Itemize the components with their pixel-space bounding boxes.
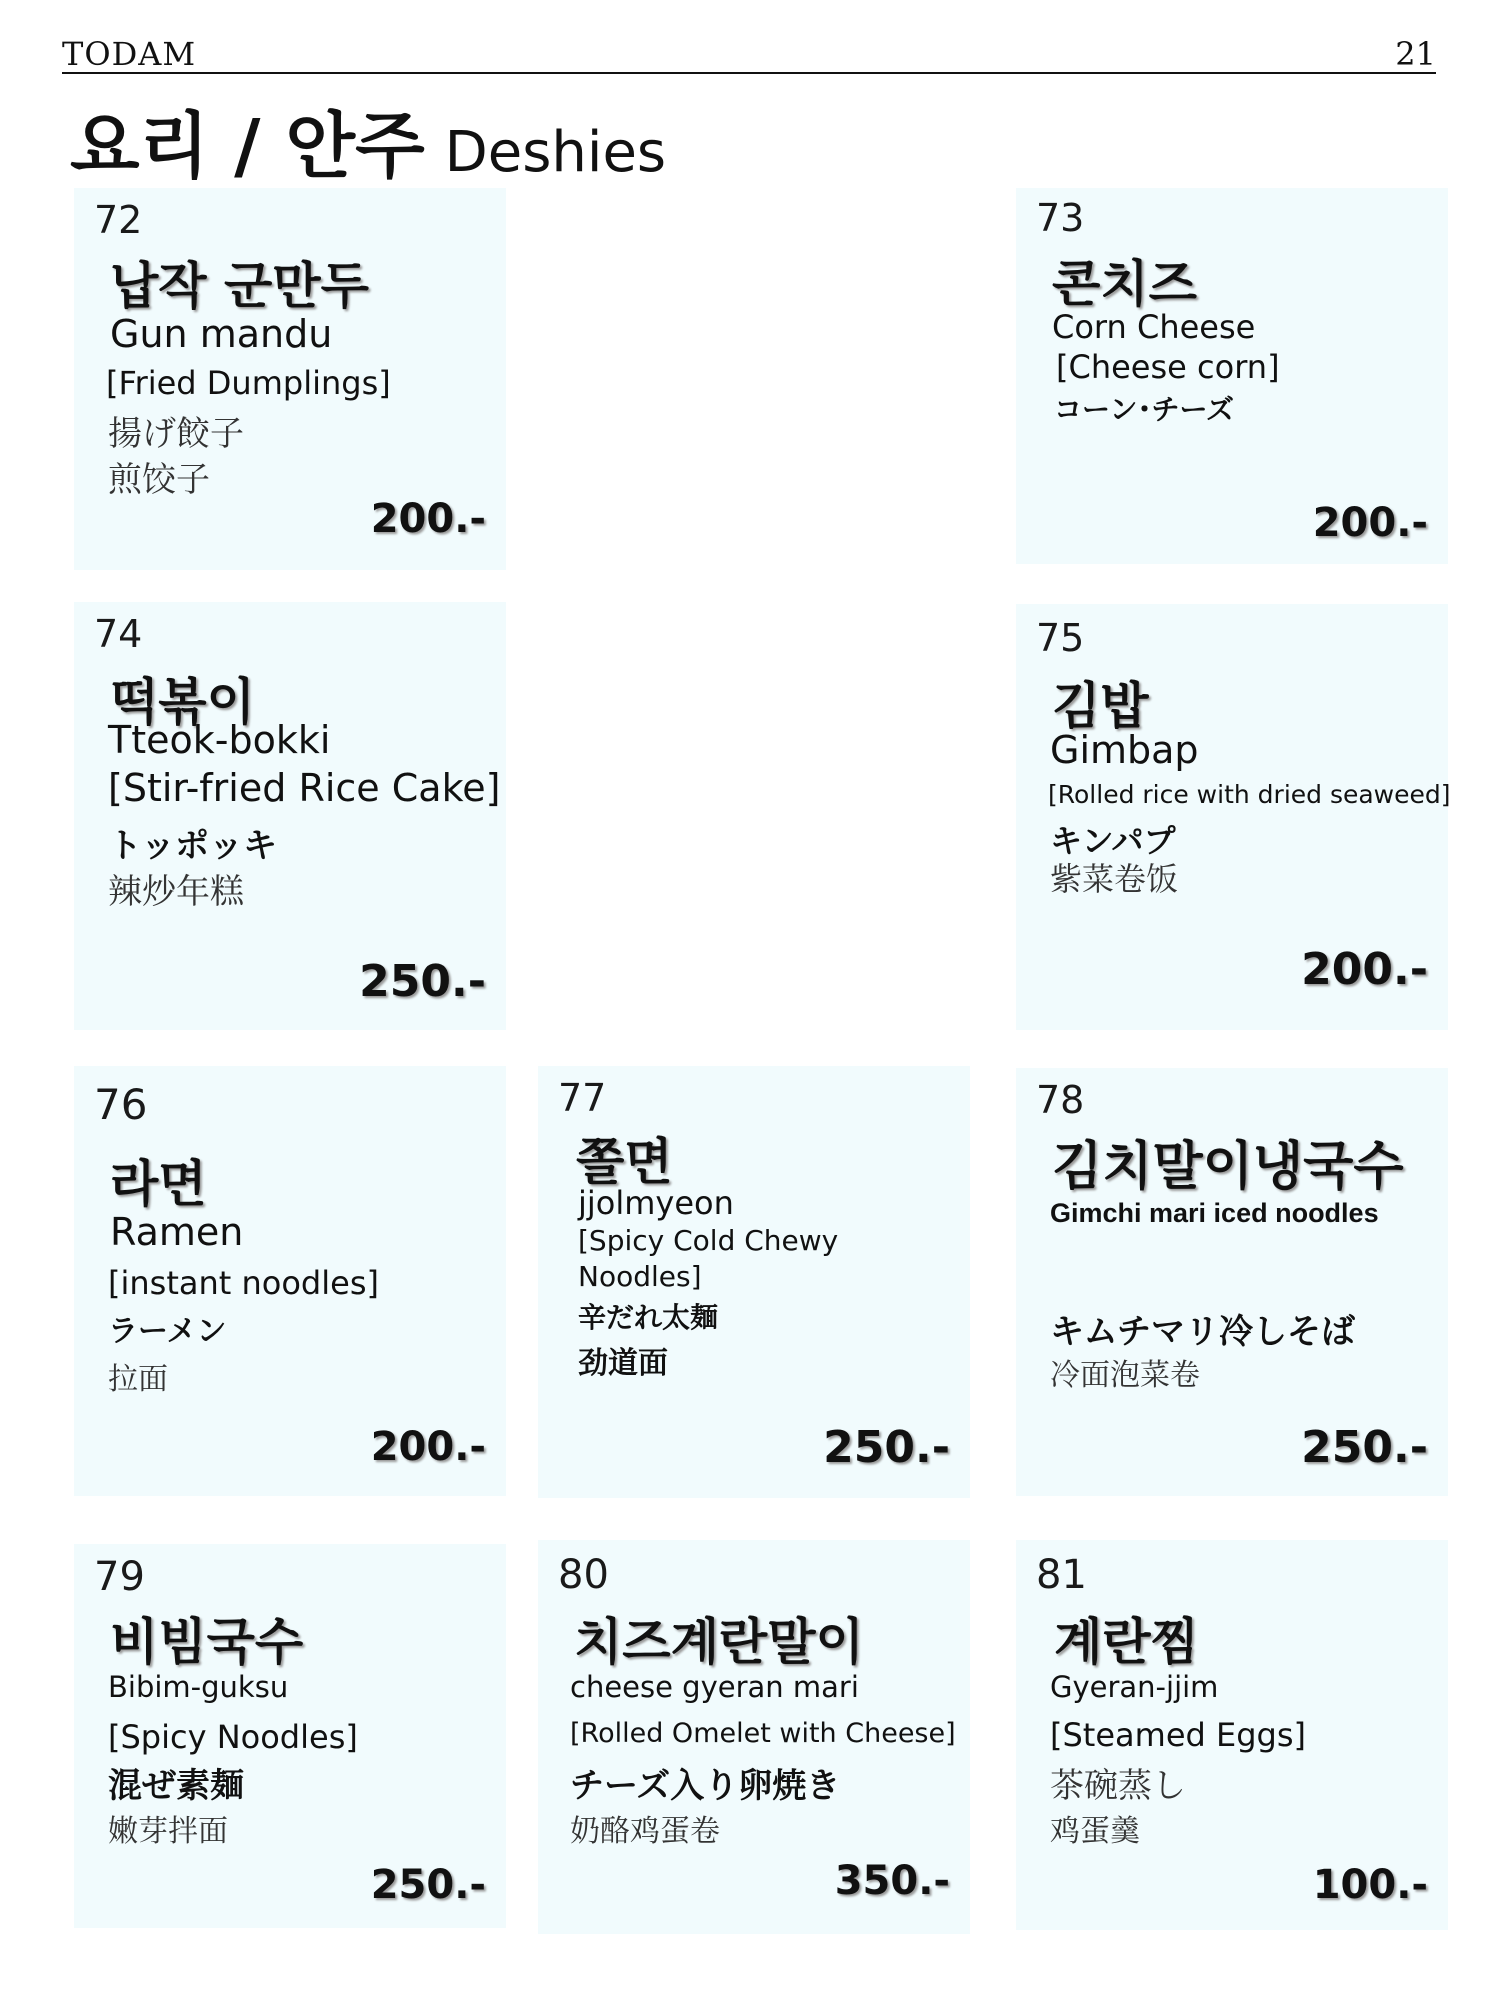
item-description-continued: Noodles] (578, 1260, 702, 1293)
item-description: [instant noodles] (108, 1264, 379, 1302)
item-price: 250.- (823, 1422, 950, 1473)
page-number: 21 (1395, 35, 1436, 73)
item-name-english: Gimbap (1050, 728, 1199, 772)
item-name-chinese: 辣炒年糕 (108, 872, 244, 912)
item-number: 77 (558, 1076, 607, 1120)
item-name-chinese: 冷面泡菜卷 (1050, 1358, 1200, 1393)
item-name-korean: 계란찜 (1054, 1613, 1199, 1671)
item-number: 74 (94, 612, 143, 656)
item-number: 80 (558, 1552, 609, 1598)
item-name-chinese: 拉面 (108, 1362, 168, 1397)
item-name-chinese: 嫩芽拌面 (108, 1814, 228, 1849)
item-description: [Rolled rice with dried seaweed] (1048, 780, 1451, 809)
item-description: [Fried Dumplings] (106, 364, 391, 402)
item-price: 250.- (359, 956, 486, 1007)
item-name-english: Gimchi mari iced noodles (1050, 1198, 1379, 1228)
item-description: [Cheese corn] (1056, 348, 1280, 386)
item-name-korean: 김치말이냉국수 (1052, 1137, 1404, 1197)
item-price: 350.- (834, 1858, 950, 1904)
item-name-english: Tteok-bokki (108, 718, 331, 762)
section-title (70, 88, 667, 188)
item-price: 250.- (370, 1862, 486, 1908)
item-price: 250.- (1301, 1422, 1428, 1473)
item-name-japanese: チーズ入り卵焼き (570, 1766, 841, 1806)
item-number: 76 (94, 1080, 148, 1129)
menu-item-79 (74, 1544, 506, 1928)
item-name-korean: 치즈계란말이 (574, 1613, 864, 1671)
item-name-korean: 콘치즈 (1052, 255, 1197, 313)
item-price: 200.- (1301, 944, 1428, 995)
item-description: [Rolled Omelet with Cheese] (570, 1718, 956, 1749)
item-name-chinese: 煎饺子 (108, 460, 210, 500)
menu-item-75 (1016, 604, 1451, 1030)
item-number: 81 (1036, 1552, 1087, 1598)
item-name-japanese: コーン･チーズ (1054, 393, 1235, 426)
item-name-korean: 쫄면 (576, 1133, 673, 1191)
section-title-english: Deshies (444, 120, 667, 185)
item-name-japanese: キムチマリ冷しそば (1050, 1312, 1355, 1352)
item-name-korean: 떡볶이 (110, 673, 255, 731)
page-header (62, 36, 1436, 74)
item-name-japanese: 茶碗蒸し (1050, 1766, 1186, 1806)
item-price: 200.- (370, 496, 486, 542)
menu-item-72 (74, 188, 506, 570)
item-name-korean: 라면 (110, 1155, 207, 1213)
item-name-chinese: 劲道面 (578, 1346, 668, 1381)
item-price: 100.- (1312, 1862, 1428, 1908)
item-name-chinese: 鸡蛋羹 (1050, 1814, 1140, 1849)
item-number: 75 (1036, 616, 1085, 660)
menu-item-78 (1016, 1068, 1448, 1496)
item-description: [Steamed Eggs] (1050, 1716, 1306, 1754)
item-name-english: Corn Cheese (1052, 308, 1256, 346)
menu-item-77 (538, 1066, 970, 1498)
item-name-english: Bibim-guksu (108, 1670, 289, 1704)
menu-item-80 (538, 1540, 970, 1934)
item-name-chinese: 奶酪鸡蛋卷 (570, 1814, 720, 1849)
item-price: 200.- (370, 1424, 486, 1470)
item-name-japanese: 揚げ餃子 (108, 414, 244, 454)
menu-item-81 (1016, 1540, 1448, 1930)
item-name-korean: 납작 군만두 (110, 257, 369, 315)
item-name-japanese: ラーメン (108, 1314, 227, 1349)
section-title-korean: 요리 / 안주 (70, 104, 425, 188)
item-name-korean: 비빔국수 (110, 1613, 304, 1671)
item-name-english: cheese gyeran mari (570, 1670, 859, 1704)
item-name-japanese: キンパプ (1050, 822, 1176, 860)
item-name-japanese: トッポッキ (108, 826, 277, 866)
menu-item-73 (1016, 188, 1448, 564)
menu-item-76 (74, 1066, 506, 1496)
item-description: [Stir-fried Rice Cake] (108, 766, 501, 810)
item-name-japanese: 混ぜ素麺 (108, 1766, 244, 1806)
item-number: 79 (94, 1554, 145, 1600)
item-name-english: jjolmyeon (578, 1184, 734, 1222)
item-name-english: Gyeran-jjim (1050, 1670, 1219, 1704)
item-number: 78 (1036, 1078, 1085, 1122)
item-name-english: Ramen (110, 1210, 244, 1254)
item-name-korean: 김밥 (1052, 677, 1149, 735)
item-name-chinese: 紫菜卷饭 (1050, 860, 1179, 898)
item-name-japanese: 辛だれ太麺 (578, 1301, 719, 1334)
item-name-english: Gun mandu (110, 312, 333, 356)
item-description: [Spicy Cold Chewy (578, 1224, 839, 1257)
item-description: [Spicy Noodles] (108, 1718, 358, 1756)
brand-name: TODAM (62, 35, 197, 73)
item-price: 200.- (1312, 500, 1428, 546)
item-number: 72 (94, 198, 143, 242)
item-number: 73 (1036, 196, 1085, 240)
menu-item-74 (74, 602, 506, 1030)
